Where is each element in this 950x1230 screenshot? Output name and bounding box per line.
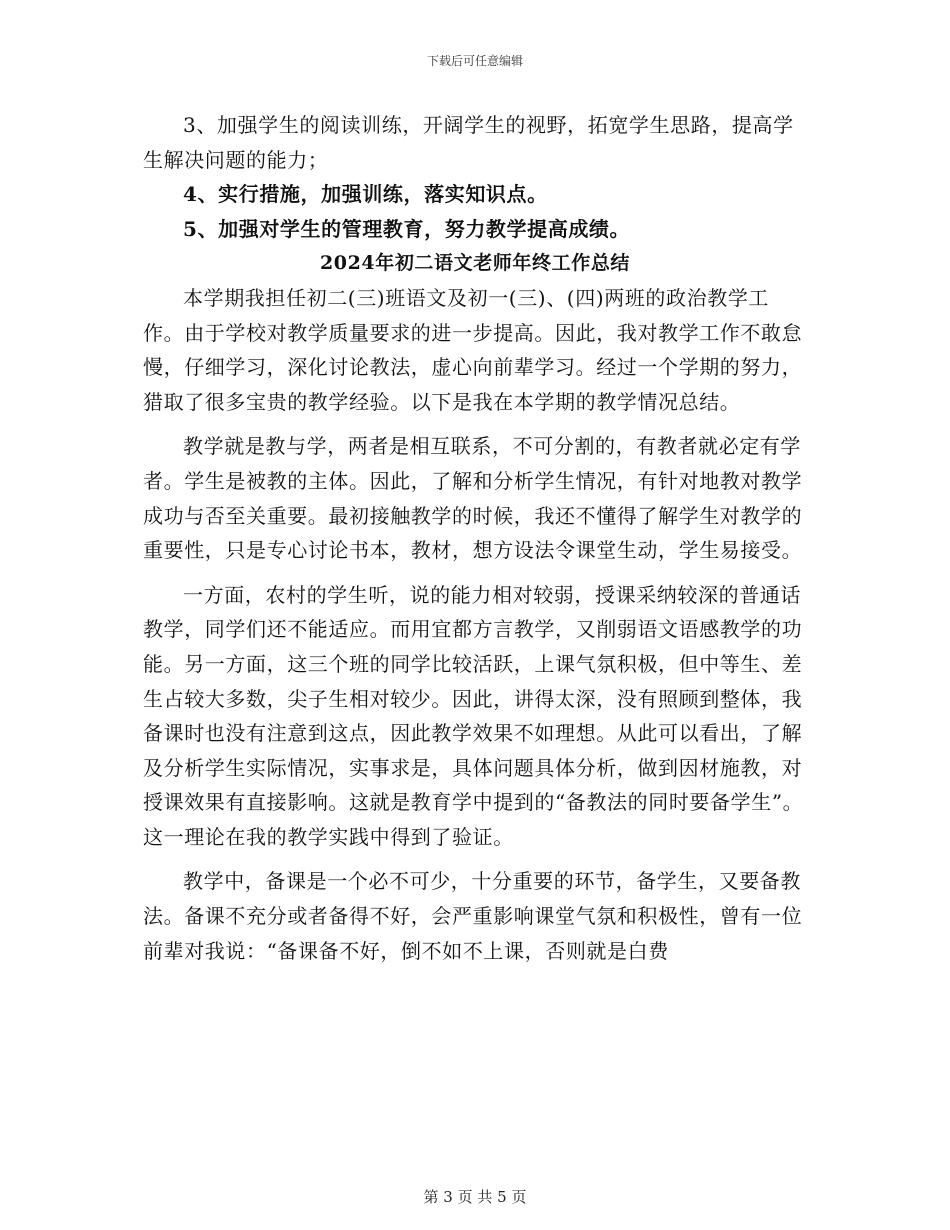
list-item-4: 4、实行措施，加强训练，落实知识点。 (183, 182, 548, 207)
document-body (143, 108, 807, 968)
document-title: 2024年初二语文老师年终工作总结 (319, 252, 631, 275)
paragraph-2: 教学就是教与学，两者是相互联系，不可分割的，有教者就必定有学者。学生是被教的主体。因此，了解和分析学生情况，有针对地教对教学成功与否至关重要。最初接触教学的时候，我还不懂得了解学生对教学的重要性，只是专心讨论书本，教材，想方设法令课堂生动，学生易接受。 (143, 434, 803, 563)
paragraph-4: 教学中，备课是一个必不可少，十分重要的环节，备学生，又要备教法。备课不充分或者备得不好，会严重影响课堂气氛和积极性，曾有一位前辈对我说：“备课备不好，倒不如不上课，否则就是白费 (143, 869, 803, 963)
list-item-3: 3、加强学生的阅读训练，开阔学生的视野，拓宽学生思路，提高学生解决问题的能力； (143, 113, 794, 172)
paragraph-1: 本学期我担任初二(三)班语文及初一(三)、(四)两班的政治教学工作。由于学校对教学质量要求的进一步提高。因此，我对教学工作不敢怠慢，仔细学习，深化讨论教法，虚心向前辈学习。经过一个学期的努力，猎取了很多宝贵的教学经验。以下是我在本学期的教学情况总结。 (143, 285, 803, 414)
paragraph-3: 一方面，农村的学生听，说的能力相对较弱，授课采纳较深的普通话教学，同学们还不能适应。而用宜都方言教学，又削弱语文语感教学的功能。另一方面，这三个班的同学比较活跃，上课气氛积极，但中等生、差生占较大多数，尖子生相对较少。因此，讲得太深，没有照顾到整体，我备课时也没有注意到这点，因此教学效果不如理想。从此可以看出，了解及分析学生实际情况，实事求是，具体问题具体分析，做到因材施教，对授课效果有直接影响。这就是教育学中提到的“备教法的同时要备学生”。这一理论在我的教学实践中得到了验证。 (143, 582, 804, 849)
list-item-5: 5、加强对学生的管理教育，努力教学提高成绩。 (183, 216, 631, 241)
page-footer: 第 3 页 共 5 页 (423, 1188, 527, 1206)
page-header: 下载后可任意编辑 (426, 54, 523, 68)
